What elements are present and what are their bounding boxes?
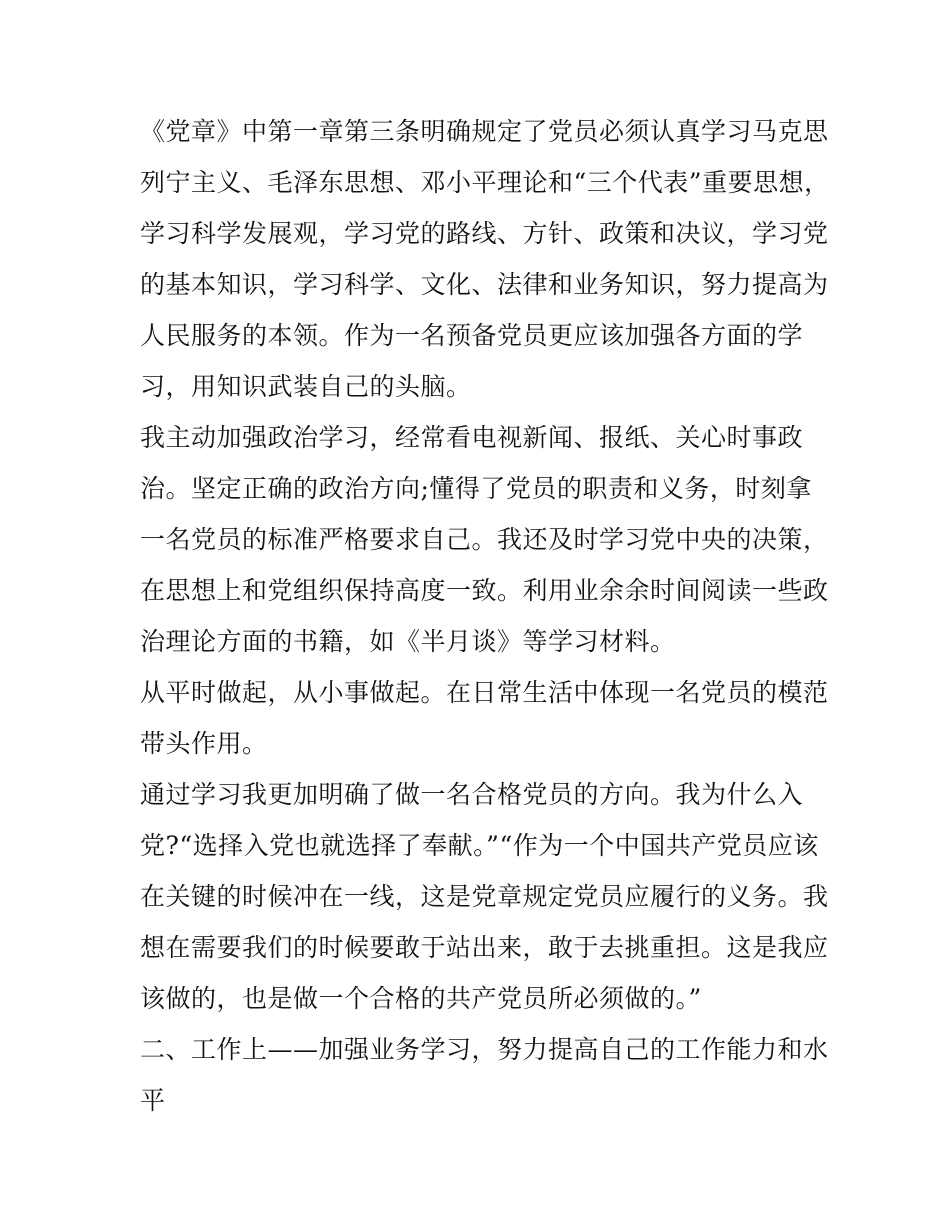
text-line: 人民服务的本领。作为一名预备党员更应该加强各方面的学: [140, 321, 804, 350]
text-line: 平: [140, 1086, 166, 1115]
paragraph-daily-life: [140, 667, 829, 769]
text-line: 通过学习我更加明确了做一名合格党员的方向。我为什么入: [140, 780, 804, 809]
text-line: 带头作用。: [140, 729, 268, 758]
text-line: 二、工作上——加强业务学习，努力提高自己的工作能力和水: [140, 1035, 829, 1064]
text-line: 该做的，也是做一个合格的共产党员所必须做的。”: [140, 984, 702, 1013]
text-line: 我主动加强政治学习，经常看电视新闻、报纸、关心时事政: [140, 423, 804, 452]
text-line: 想在需要我们的时候要敢于站出来，敢于去挑重担。这是我应: [140, 933, 829, 962]
text-line: 的基本知识，学习科学、文化、法律和业务知识，努力提高为: [140, 270, 829, 299]
text-line: 治。坚定正确的政治方向;懂得了党员的职责和义务，时刻拿: [140, 474, 812, 503]
paragraph-party-constitution: [140, 106, 830, 412]
paragraph-political-study: [140, 412, 829, 667]
document-body: [140, 106, 830, 1126]
text-line: 列宁主义、毛泽东思想、邓小平理论和“三个代表”重要思想，: [140, 168, 830, 197]
text-line: 习，用知识武装自己的头脑。: [140, 372, 472, 401]
text-line: 学习科学发展观，学习党的路线、方针、政策和决议，学习党: [140, 219, 829, 248]
paragraph-why-join-party: [140, 769, 829, 1024]
text-line: 在关键的时候冲在一线，这是党章规定党员应履行的义务。我: [140, 882, 829, 911]
text-line: 党?“选择入党也就选择了奉献。”“作为一个中国共产党员应该: [140, 831, 819, 860]
text-line: 在思想上和党组织保持高度一致。利用业余余时间阅读一些政: [140, 576, 829, 605]
text-line: 《党章》中第一章第三条明确规定了党员必须认真学习马克思: [140, 117, 829, 146]
section-heading-work: [140, 1024, 829, 1126]
text-line: 从平时做起，从小事做起。在日常生活中体现一名党员的模范: [140, 678, 829, 707]
text-line: 一名党员的标准严格要求自己。我还及时学习党中央的决策，: [140, 525, 829, 554]
text-line: 治理论方面的书籍，如《半月谈》等学习材料。: [140, 627, 676, 656]
